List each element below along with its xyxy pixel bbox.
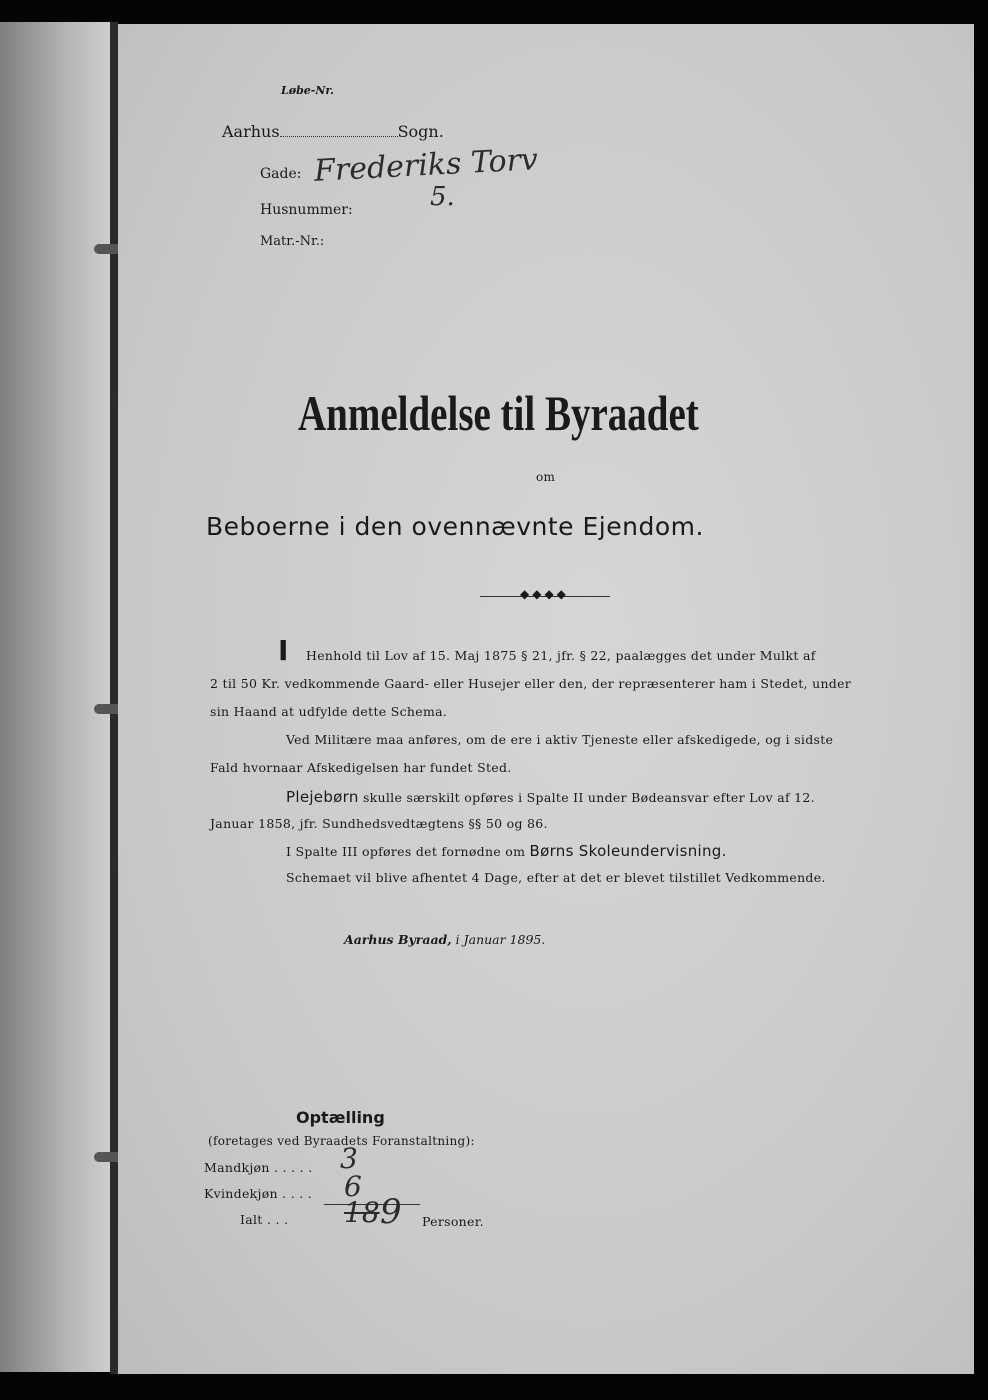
total-row: Ialt . . . (240, 1212, 289, 1227)
male-handwritten-value: 3 (340, 1142, 358, 1175)
house-number-label: Husnummer: (260, 202, 353, 218)
drop-cap: I (278, 634, 289, 667)
body-line-4: Ved Militære maa anføres, om de ere i aktiv Tjeneste eller afskedigede, og i sidste (286, 732, 834, 747)
body-line-6-text: skulle særskilt opføres i Spalte II under Bødeansvar efter Lov af 12. (362, 790, 815, 805)
total-struck-value: 18 (344, 1196, 380, 1229)
body-line-3: sin Haand at udfylde dette Schema. (210, 704, 448, 719)
total-label: Ialt (240, 1212, 263, 1227)
book-spine (110, 22, 118, 1374)
parish-suffix: Sogn. (397, 122, 444, 141)
signature-org: Aarhus Byraad, (344, 932, 452, 947)
body-line-7: Januar 1858, jfr. Sundhedsvedtægtens §§ 50 og 86. (210, 816, 548, 831)
body-line-1: Henhold til Lov af 15. Maj 1875 § 21, jfr. § 22, paalægges det under Mulkt af (306, 648, 816, 663)
body-line-8 (286, 842, 727, 860)
street-handwritten-value: Frederiks Torv (313, 142, 539, 189)
body-line-2: 2 til 50 Kr. vedkommende Gaard- eller Husejer eller den, der repræsenterer ham i Stedet, under (210, 676, 852, 691)
persons-label: Personer. (422, 1214, 484, 1229)
female-handwritten-value: 6 (344, 1170, 362, 1203)
total-handwritten-value: 9 (380, 1192, 402, 1232)
parish-field (222, 122, 444, 141)
document-subtitle: Beboerne i den ovennævnte Ejendom. (206, 512, 704, 541)
body-line-6 (286, 788, 815, 806)
signature-line (344, 932, 545, 947)
ornament-diamonds: ◆◆◆◆ (520, 587, 569, 601)
matr-nr-label: Matr.-Nr.: (260, 234, 325, 249)
signature-date: i Januar 1895. (455, 932, 546, 947)
title-om: om (536, 470, 556, 484)
loebe-nr-label: Løbe-Nr. (281, 84, 334, 97)
body-line-9: Schemaet vil blive afhentet 4 Dage, efter at det er blevet tilstillet Vedkommende. (286, 870, 826, 885)
parish-dotted-line (280, 136, 398, 137)
female-row: Kvindekjøn . . . . (204, 1186, 313, 1201)
left-facing-page (0, 22, 112, 1372)
skoleundervisning-emphasis: Børns Skoleundervisning. (529, 842, 727, 860)
document-title: Anmeldelse til Byraadet (298, 385, 699, 441)
male-label: Mandkjøn (204, 1160, 270, 1175)
plejeborn-emphasis: Plejebørn (286, 788, 359, 806)
body-line-8-text: I Spalte III opføres det fornødne om (286, 844, 526, 859)
count-subheading: (foretages ved Byraadets Foranstaltning): (208, 1134, 475, 1148)
male-row: Mandkjøn . . . . . (204, 1160, 313, 1175)
female-label: Kvindekjøn (204, 1186, 278, 1201)
count-heading: Optælling (296, 1108, 385, 1127)
document-page (118, 24, 974, 1374)
house-number-handwritten-value: 5. (430, 182, 455, 212)
street-label: Gade: (260, 166, 302, 182)
body-line-5: Fald hvornaar Afskedigelsen har fundet Sted. (210, 760, 512, 775)
parish-prefix: Aarhus (222, 122, 280, 141)
